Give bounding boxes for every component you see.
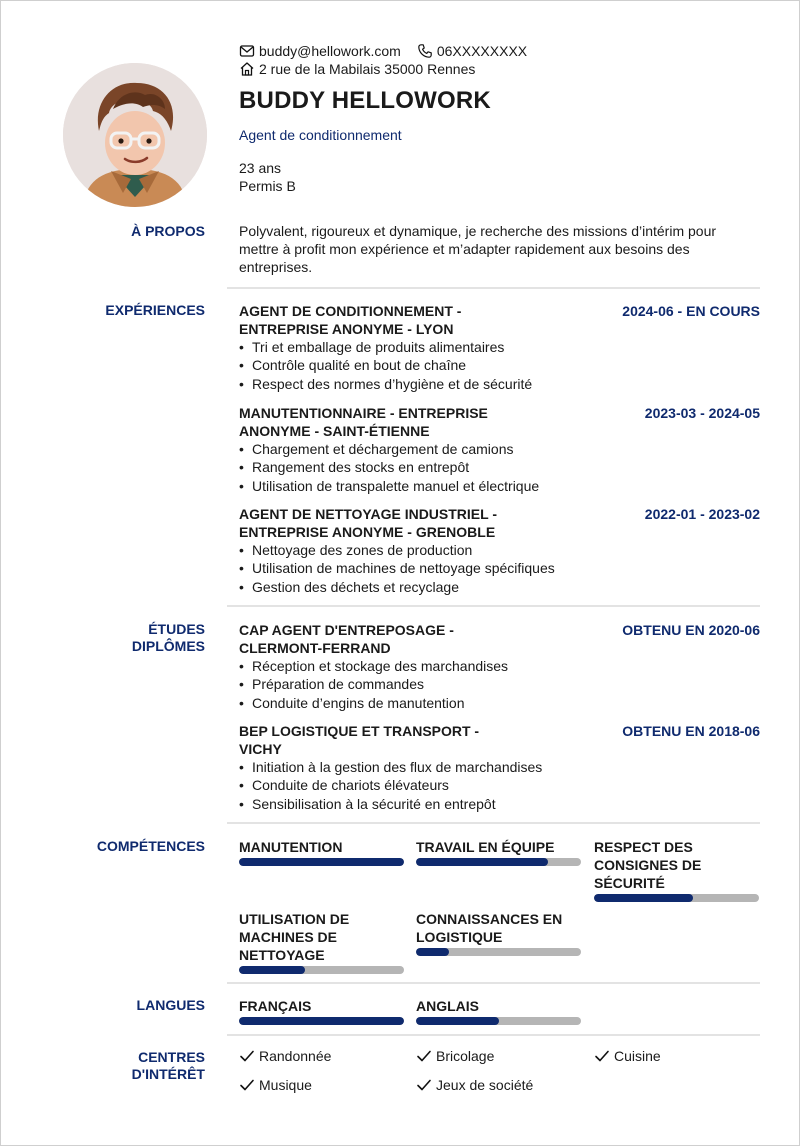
skill-level-fill: [416, 858, 548, 866]
list-item: • Préparation de commandes: [239, 675, 760, 693]
entry-bullets: [239, 338, 760, 393]
skill-level-bar: [239, 966, 404, 974]
entry-bullets: [239, 541, 760, 596]
education-entry: [239, 722, 760, 813]
skill-item: [416, 910, 581, 956]
skill-name: CONNAISSANCES EN LOGISTIQUE: [416, 911, 563, 945]
candidate-name: BUDDY HELLOWORK: [239, 87, 491, 114]
entry-date: 2024-06 - EN COURS: [622, 303, 760, 319]
list-item: • Utilisation de transpalette manuel et électrique: [239, 477, 760, 495]
interest-item: Jeux de société: [416, 1077, 533, 1093]
skill-name: TRAVAIL EN ÉQUIPE: [416, 839, 555, 855]
language-level-bar: [416, 1017, 581, 1025]
skill-level-bar: [416, 948, 581, 956]
section-divider: [227, 1034, 760, 1036]
contact-address: 2 rue de la Mabilais 35000 Rennes: [239, 60, 475, 78]
phone-icon: [417, 43, 433, 59]
section-divider: [227, 822, 760, 824]
section-label-education: ÉTUDES DIPLÔMES: [131, 621, 205, 654]
contact-email[interactable]: buddy@hellowork.com: [239, 42, 401, 60]
section-label-about: À PROPOS: [131, 223, 205, 239]
entry-title: BEP LOGISTIQUE ET TRANSPORT - VICHY: [239, 723, 480, 757]
list-item: • Utilisation de machines de nettoyage spécifiques: [239, 559, 760, 577]
entry-title: MANUTENTIONNAIRE - ENTREPRISE ANONYME - SAINT-ÉTIENNE: [239, 405, 488, 439]
skill-name: MANUTENTION: [239, 839, 343, 855]
list-item: • Tri et emballage de produits alimentaires: [239, 338, 760, 356]
language-item: [416, 997, 581, 1025]
check-icon: [239, 1077, 255, 1093]
experience-entry: [239, 404, 760, 495]
entry-bullets: [239, 758, 760, 813]
entry-title: AGENT DE NETTOYAGE INDUSTRIEL - ENTREPRISE ANONYME - GRENOBLE: [239, 506, 497, 540]
skill-level-fill: [416, 948, 449, 956]
experience-entry: [239, 302, 760, 393]
section-divider: [227, 605, 760, 607]
list-item: • Réception et stockage des marchandises: [239, 657, 760, 675]
about-text: Polyvalent, rigoureux et dynamique, je recherche des missions d’intérim pour mettre à profit mon expérience et m’adapter rapidement aux besoins des entreprises.: [239, 223, 717, 275]
entry-date: OBTENU EN 2018-06: [622, 723, 760, 739]
list-item: • Sensibilisation à la sécurité en entrepôt: [239, 795, 760, 813]
skill-name: UTILISATION DE MACHINES DE NETTOYAGE: [239, 911, 350, 963]
envelope-icon: [239, 43, 255, 59]
skill-level-bar: [416, 858, 581, 866]
skill-item: [239, 910, 404, 974]
entry-bullets: [239, 440, 760, 495]
language-name: FRANÇAIS: [239, 998, 312, 1014]
skill-level-bar: [239, 858, 404, 866]
job-title: Agent de conditionnement: [239, 127, 402, 143]
list-item: • Conduite de chariots élévateurs: [239, 776, 760, 794]
list-item: • Gestion des déchets et recyclage: [239, 578, 760, 596]
list-item: • Chargement et déchargement de camions: [239, 440, 760, 458]
entry-title: CAP AGENT D'ENTREPOSAGE - CLERMONT-FERRAND: [239, 622, 454, 656]
check-icon: [594, 1048, 610, 1064]
language-level-fill: [416, 1017, 499, 1025]
language-level-fill: [239, 1017, 404, 1025]
interest-item: Randonnée: [239, 1048, 331, 1064]
language-item: [239, 997, 404, 1025]
skill-level-bar: [594, 894, 759, 902]
skill-name: RESPECT DES CONSIGNES DE SÉCURITÉ: [594, 839, 702, 891]
experience-entry: [239, 505, 760, 596]
interest-item: Musique: [239, 1077, 312, 1093]
personal-info: [239, 159, 296, 195]
entry-date: 2023-03 - 2024-05: [644, 405, 760, 421]
section-label-interests: CENTRES D'INTÉRÊT: [131, 1049, 205, 1082]
list-item: • Nettoyage des zones de production: [239, 541, 760, 559]
skill-item: [416, 838, 581, 866]
entry-bullets: [239, 657, 760, 712]
list-item: • Contrôle qualité en bout de chaîne: [239, 356, 760, 374]
list-item: • Initiation à la gestion des flux de marchandises: [239, 758, 760, 776]
section-label-skills: COMPÉTENCES: [96, 838, 205, 854]
section-divider: [227, 982, 760, 984]
check-icon: [416, 1048, 432, 1064]
section-label-languages: LANGUES: [136, 997, 205, 1013]
check-icon: [239, 1048, 255, 1064]
section-divider: [227, 287, 760, 289]
contact-phone[interactable]: 06XXXXXXXX: [417, 42, 527, 60]
check-icon: [416, 1077, 432, 1093]
interest-item: Bricolage: [416, 1048, 494, 1064]
education-entry: [239, 621, 760, 712]
interest-item: Cuisine: [594, 1048, 661, 1064]
entry-date: OBTENU EN 2020-06: [622, 622, 760, 638]
skill-level-fill: [594, 894, 693, 902]
skill-item: [239, 838, 404, 866]
skill-item: [594, 838, 759, 902]
language-level-bar: [239, 1017, 404, 1025]
list-item: • Rangement des stocks en entrepôt: [239, 458, 760, 476]
driving-license: Permis B: [239, 178, 296, 194]
list-item: • Respect des normes d’hygiène et de sécurité: [239, 375, 760, 393]
skill-level-fill: [239, 966, 305, 974]
age: 23 ans: [239, 160, 282, 176]
entry-title: AGENT DE CONDITIONNEMENT - ENTREPRISE ANONYME - LYON: [239, 303, 462, 337]
list-item: • Conduite d’engins de manutention: [239, 694, 760, 712]
contact-block: [239, 42, 543, 78]
section-label-experience: EXPÉRIENCES: [105, 302, 205, 318]
skill-level-fill: [239, 858, 404, 866]
home-icon: [239, 61, 255, 77]
entry-date: 2022-01 - 2023-02: [644, 506, 760, 522]
language-name: ANGLAIS: [416, 998, 479, 1014]
avatar: [63, 63, 207, 207]
